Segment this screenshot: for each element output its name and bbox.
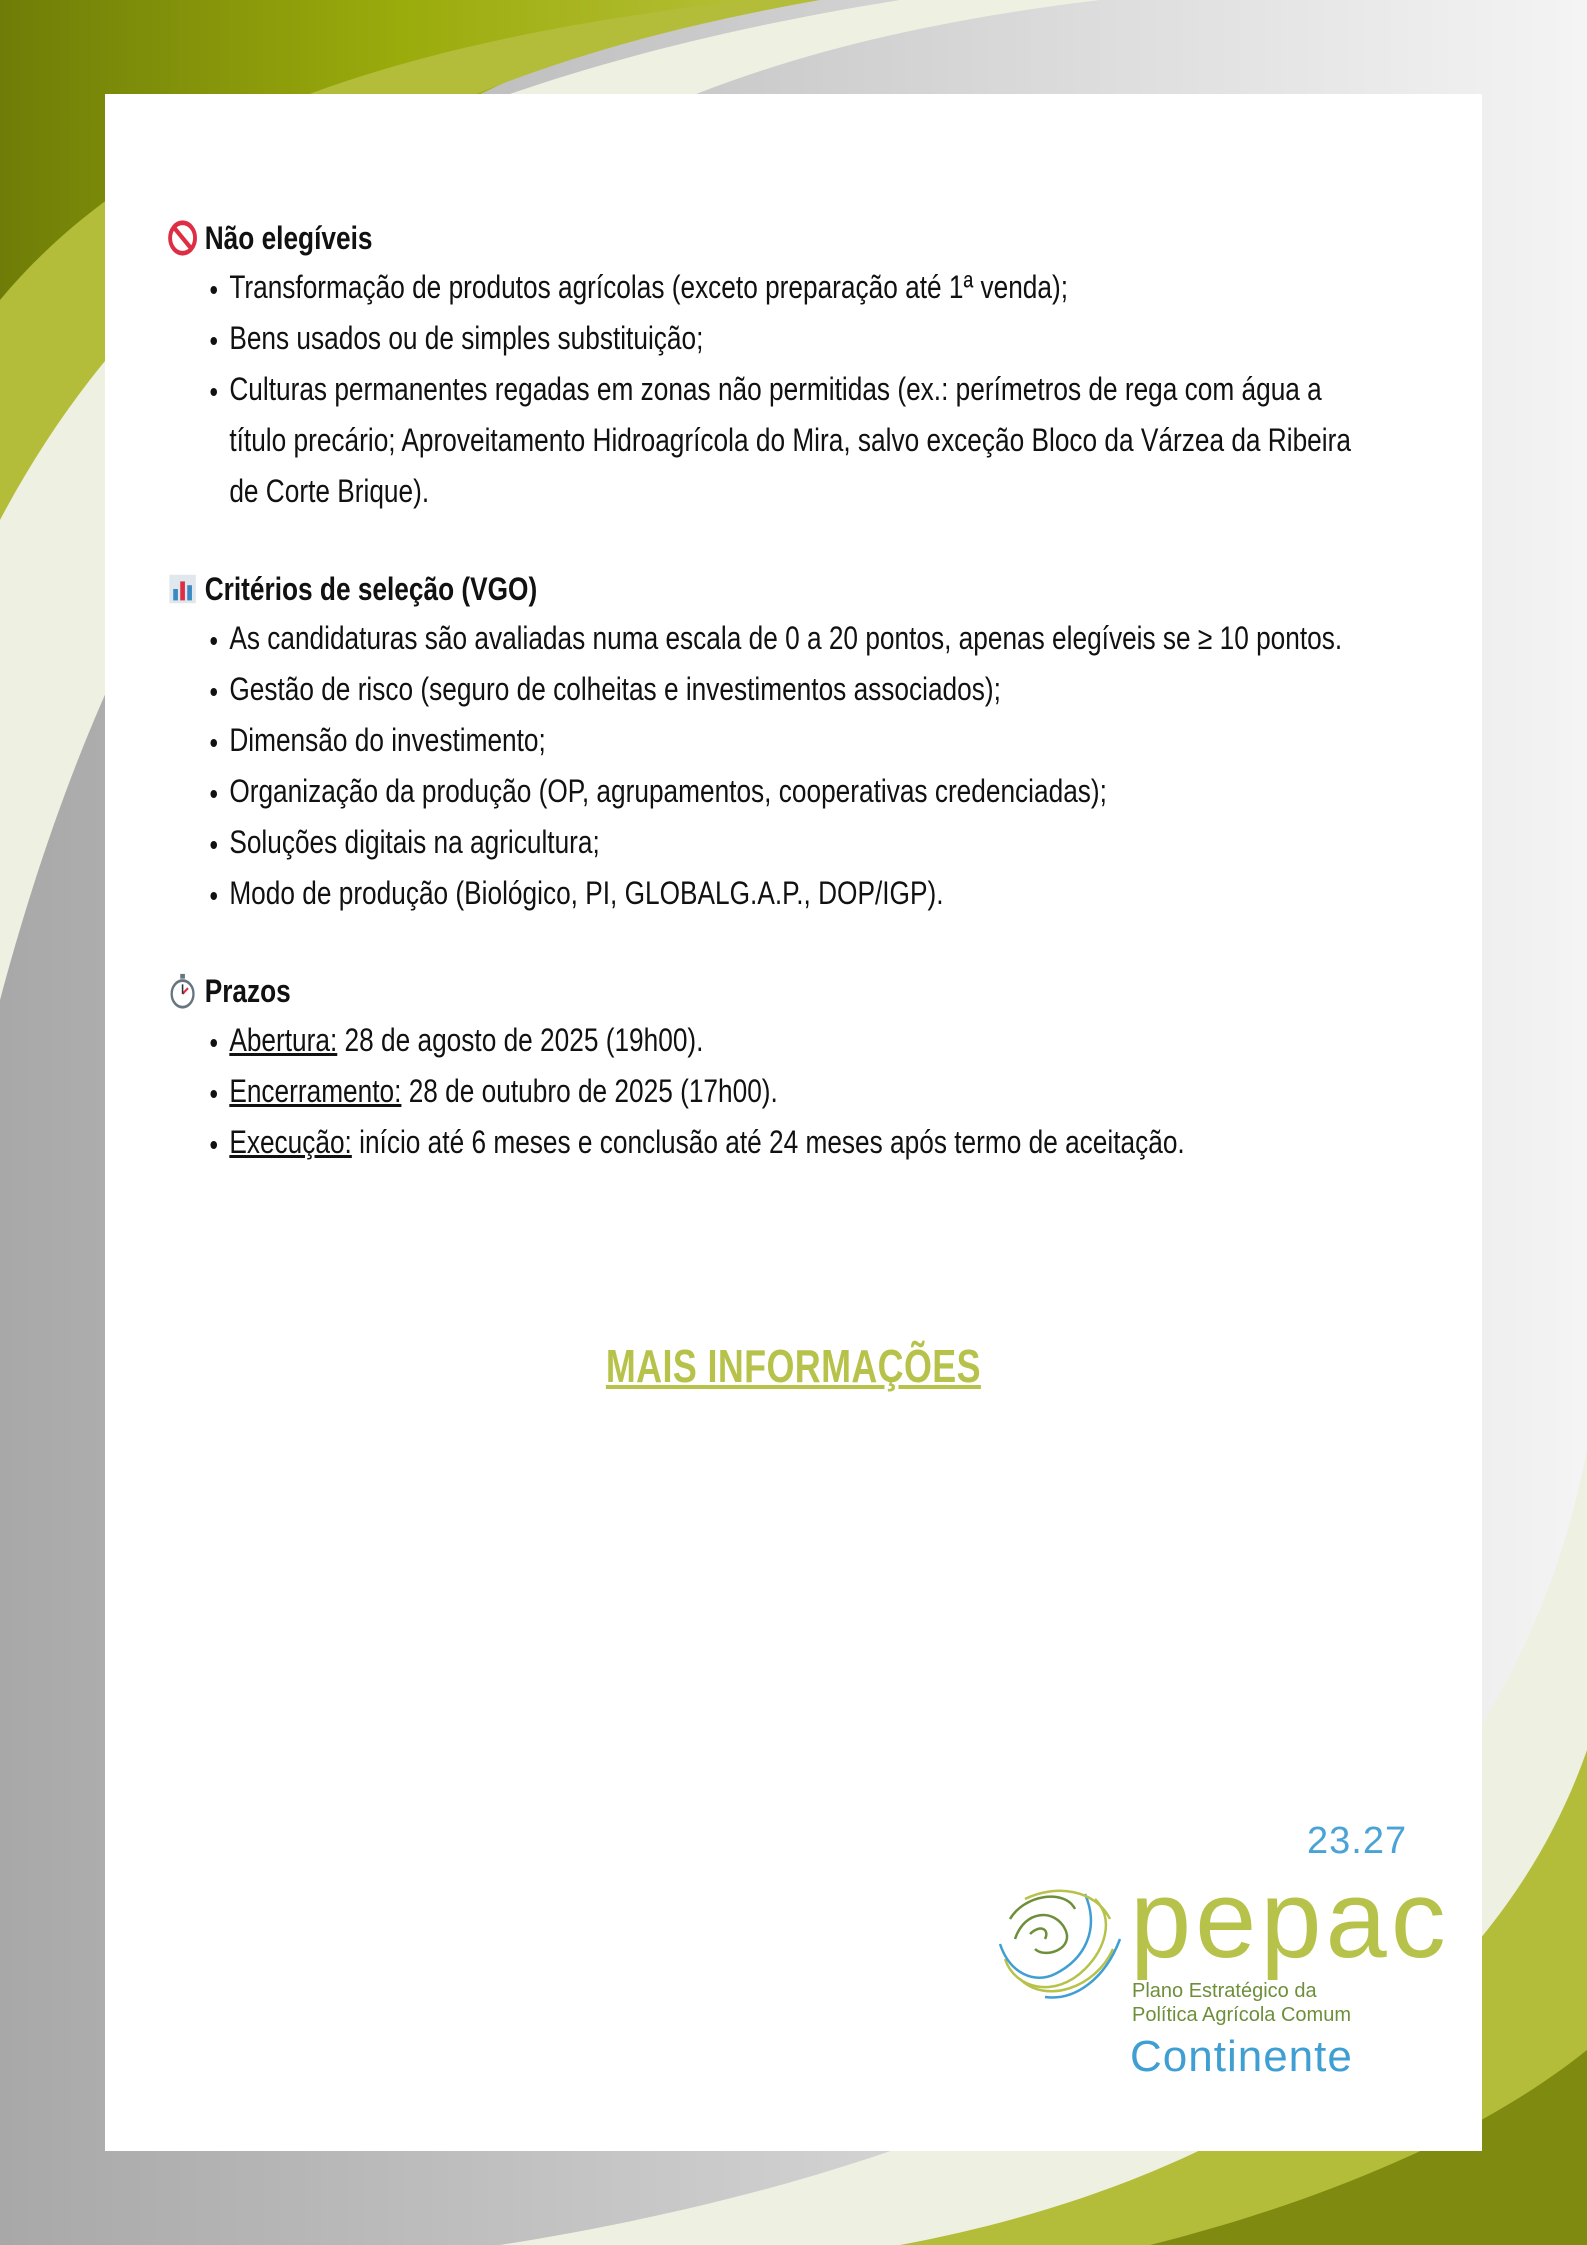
- logo-years: 23.27: [1307, 1820, 1408, 1862]
- list-item: • Transformação de produtos agrícolas (exceto preparação até 1ª venda);: [229, 262, 1364, 313]
- list-item: • Culturas permanentes regadas em zonas não permitidas (ex.: perímetros de rega com água a título precário; Aproveitamento Hidroagrícola do Mira, salvo exceção Bloco da Várzea da Ribeira de Corte Brique).: [229, 364, 1364, 517]
- content-card: [105, 94, 1482, 2151]
- section-heading: [167, 214, 1364, 262]
- list-item: • Dimensão do investimento;: [229, 715, 1364, 766]
- contour-map-icon: [995, 1879, 1125, 2009]
- not-eligible-list: [167, 262, 1364, 517]
- list-item: [229, 1066, 1364, 1117]
- item-text: 28 de agosto de 2025 (19h00).: [337, 1022, 704, 1058]
- list-item: • Bens usados ou de simples substituição;: [229, 313, 1364, 364]
- section-selection-criteria: [167, 565, 1364, 919]
- list-item: • Soluções digitais na agricultura;: [229, 817, 1364, 868]
- logo-region: Continente: [1130, 2032, 1353, 2081]
- logo-subtitle-line: Plano Estratégico da: [1132, 1980, 1317, 2002]
- prohibited-icon: [167, 219, 198, 257]
- section-title: Não elegíveis: [204, 220, 373, 256]
- stopwatch-icon: [167, 972, 198, 1010]
- section-heading: [167, 967, 1364, 1015]
- criteria-list: [167, 613, 1364, 919]
- section-title: Prazos: [204, 973, 291, 1009]
- pepac-logo: [985, 1819, 1525, 2089]
- item-label: Abertura:: [229, 1022, 338, 1058]
- list-item: • Organização da produção (OP, agrupamentos, cooperativas credenciadas);: [229, 766, 1364, 817]
- item-text: 28 de outubro de 2025 (17h00).: [401, 1073, 778, 1109]
- item-label: Encerramento:: [229, 1073, 402, 1109]
- section-deadlines: [167, 967, 1364, 1168]
- logo-subtitle: [1132, 1979, 1351, 2027]
- logo-subtitle-line: Política Agrícola Comum: [1132, 2004, 1351, 2026]
- section-heading: [167, 565, 1364, 613]
- item-label: Execução:: [229, 1124, 352, 1160]
- logo-name: pepac: [1130, 1858, 1450, 1981]
- section-title: Critérios de seleção (VGO): [204, 571, 538, 607]
- deadlines-list: [167, 1015, 1364, 1168]
- list-item: • Gestão de risco (seguro de colheitas e investimentos associados);: [229, 664, 1364, 715]
- content-body: [167, 214, 1364, 1216]
- more-info-link[interactable]: MAIS INFORMAÇÕES: [605, 1340, 982, 1392]
- list-item: • Modo de produção (Biológico, PI, GLOBALG.A.P., DOP/IGP).: [229, 868, 1364, 919]
- bar-chart-icon: [167, 570, 198, 608]
- item-text: início até 6 meses e conclusão até 24 meses após termo de aceitação.: [351, 1124, 1185, 1160]
- list-item: • As candidaturas são avaliadas numa escala de 0 a 20 pontos, apenas elegíveis se ≥ 10 pontos.: [229, 613, 1364, 664]
- more-info-container: [105, 1339, 1482, 1393]
- section-not-eligible: [167, 214, 1364, 517]
- list-item: [229, 1015, 1364, 1066]
- list-item: [229, 1117, 1364, 1168]
